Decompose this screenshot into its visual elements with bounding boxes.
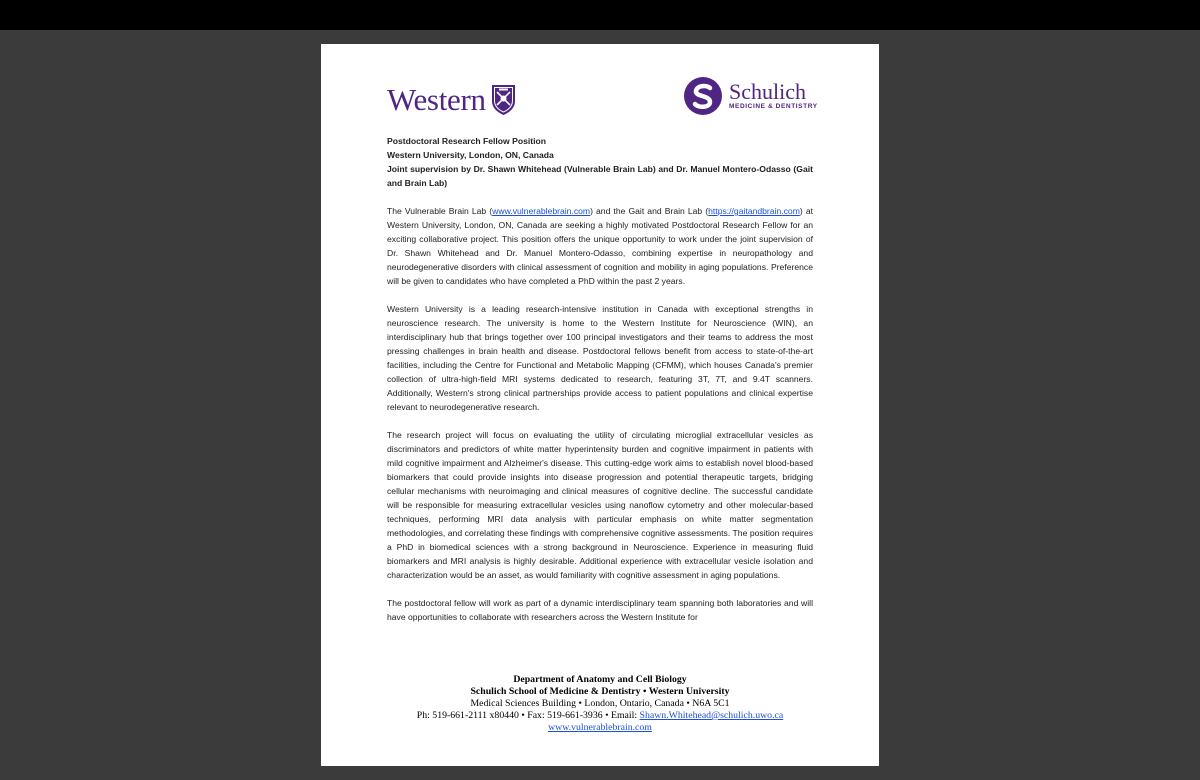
intro-text-b: ) and the Gait and Brain Lab (: [590, 206, 709, 216]
heading-supervision: Joint supervision by Dr. Shawn Whitehead (Vulnerable Brain Lab) and Dr. Manuel Montero-Odasso (Gait and Brain Lab): [387, 164, 813, 188]
western-crest-icon: [490, 83, 517, 116]
footer-email-link[interactable]: Shawn.Whitehead@schulich.uwo.ca: [639, 710, 784, 721]
paragraph-project: The research project will focus on evaluating the utility of circulating microglial extracellular vesicles as discriminators and predictors of white matter hyperintensity burden and cognitive impairment in patients with mild cognitive impairment and Alzheimer's disease. This cutting-edge work aims to establish novel blood-based biomarkers that could provide insights into disease progression and potential therapeutic targets, bridging cellular mechanisms with neuroimaging and clinical measures of cognitive decline. The successful candidate will be responsible for measuring extracellular vesicles using nanoflow cytometry and other molecular-based techniques, performing MRI data analysis with particular emphasis on white matter segmentation methodologies, and correlating these findings with comprehensive cognitive assessments. The position requires a PhD in biomedical sciences with a strong background in Neuroscience. Experience in measuring fluid biomarkers and MRI analysis is highly desirable. Additional experience with extracellular vesicle isolation and characterization would be an asset, as would familiarity with cognitive assessment in aging populations.: [387, 430, 813, 580]
western-logo: [387, 80, 517, 118]
footer-address: Medical Sciences Building • London, Ontario, Canada • N6A 5C1: [470, 698, 730, 709]
letterhead-footer: [361, 674, 839, 734]
document-page: [321, 44, 879, 766]
schulich-subtitle: MEDICINE & DENTISTRY: [729, 103, 818, 110]
footer-contact: [361, 710, 839, 722]
footer-phone-fax: Ph: 519-661-2111 x80440 • Fax: 519-661-3936 • Email:: [416, 710, 640, 721]
top-toolbar: [0, 0, 1200, 30]
paragraph-team: The postdoctoral fellow will work as part of a dynamic interdisciplinary team spanning both laboratories and will have opportunities to collaborate with researchers across the Western Institute for: [387, 598, 813, 622]
heading-title: Postdoctoral Research Fellow Position: [387, 136, 547, 146]
intro-text-c: ) at Western University, London, ON, Canada are seeking a highly motivated Postdoctoral Research Fellow for an exciting collaborative project. This position offers the unique opportunity to work under the joint supervision of Dr. Shawn Whitehead and Dr. Manuel Montero-Odasso, combining expertise in neuropathology and neurodegenerative disorders with clinical assessment of cognition and mobility in aging populations. Preference will be given to candidates who have completed a PhD within the past 2 years.: [387, 206, 813, 286]
document-body: [387, 134, 813, 638]
intro-text-a: The Vulnerable Brain Lab (: [387, 206, 493, 216]
position-heading: [387, 134, 813, 190]
schulich-wordmark: Schulich: [729, 79, 806, 104]
vulnerable-brain-link[interactable]: www.vulnerablebrain.com: [492, 206, 591, 216]
heading-location: Western University, London, ON, Canada: [387, 150, 554, 160]
paragraph-university: Western University is a leading research-intensive institution in Canada with exceptional strengths in neuroscience research. The university is home to the Western Institute for Neuroscience (WIN), an interdisciplinary hub that brings together over 100 principal investigators and their teams to address the most pressing challenges in brain health and disease. Postdoctoral fellows benefit from access to state-of-the-art facilities, including the Centre for Functional and Metabolic Mapping (CFMM), which houses Canada's premier collection of ultra-high-field MRI systems dedicated to research, featuring 3T, 7T, and 9.4T scanners. Additionally, Western's strong clinical partnerships provide access to patient populations and clinical expertise relevant to neurodegenerative research.: [387, 304, 813, 412]
footer-website-link[interactable]: www.vulnerablebrain.com: [548, 722, 652, 733]
footer-department: Department of Anatomy and Cell Biology: [513, 674, 687, 685]
footer-school: Schulich School of Medicine & Dentistry • Western University: [470, 686, 730, 697]
schulich-s-icon: [683, 76, 723, 116]
western-wordmark: Western: [387, 81, 486, 117]
schulich-logo: [683, 76, 818, 116]
paragraph-intro: [387, 204, 813, 288]
gait-brain-link[interactable]: https://gaitandbrain.com: [708, 206, 800, 216]
